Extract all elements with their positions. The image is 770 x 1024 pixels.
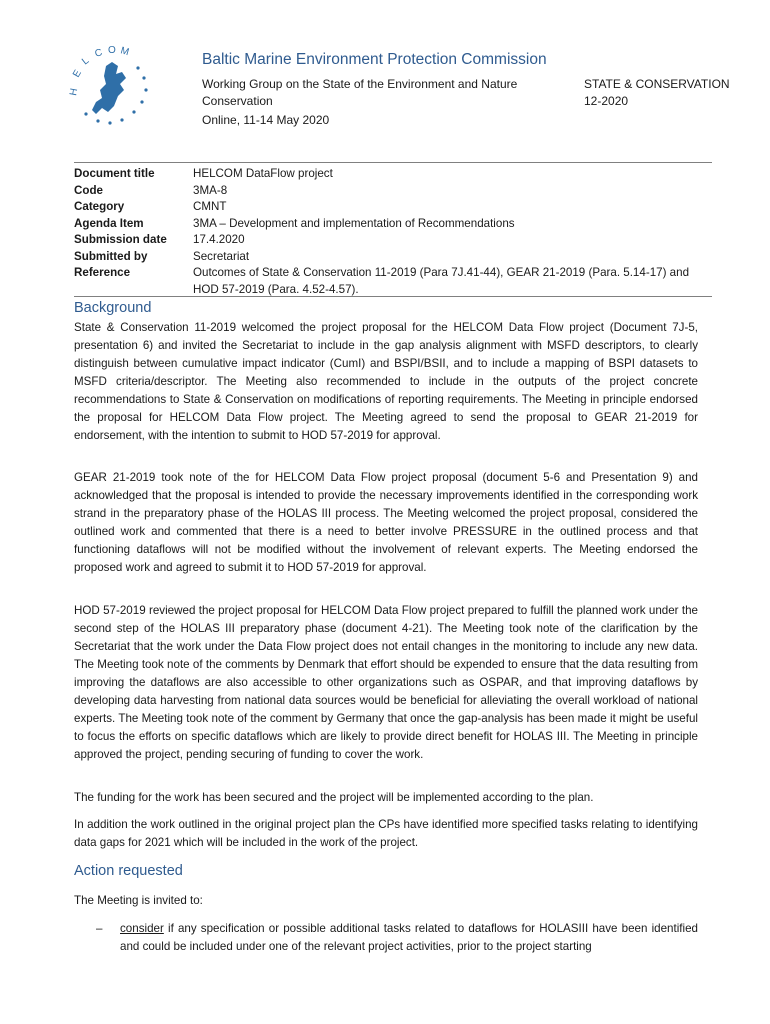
bullet-verb: consider [120, 922, 164, 935]
metadata-key: Reference [74, 266, 131, 279]
metadata-key: Category [74, 200, 125, 213]
logo-letter-e: E [71, 68, 84, 80]
baltic-sea-icon [92, 62, 126, 114]
metadata-key: Agenda Item [74, 216, 144, 230]
metadata-key: Document title [74, 167, 155, 180]
background-paragraph: In addition the work outlined in the original project plan the CPs have identified more specified tasks relating to identifying data gaps for 2021 which will be included in the work of the project. [74, 818, 698, 849]
logo-letter-l: L [80, 55, 92, 68]
logo-letter-h: H [68, 87, 81, 97]
background-paragraph: GEAR 21-2019 took note of the for HELCOM Data Flow project proposal (document 5-6 and Presentation 9) and acknowledged that the proposal is intended to provide the necessary improvements identified in the corresponding work strand in the preparatory phase of the HOLAS III process. The Meeting welcomed the project proposal, considered the outlined work and commented that there is a need to better involve PRESSURE in the outlined process and that functioning dataflows will not be modified without the involvement of relevant experts. The Meeting endorsed the proposed work and agreed to submit it to HOD 57-2019 for approval. [74, 471, 698, 574]
metadata-key: Submission date [74, 233, 167, 246]
metadata-value: CMNT [193, 200, 227, 213]
metadata-bottom-rule [74, 296, 712, 297]
logo-letter-m: M [119, 45, 131, 59]
document-metadata-table [74, 166, 714, 298]
background-paragraph: The funding for the work has been secured and the project will be implemented according to the plan. [74, 791, 594, 804]
meeting-code-line1: STATE & CONSERVATION [584, 77, 730, 91]
background-paragraph: HOD 57-2019 reviewed the project proposal for HELCOM Data Flow project prepared to fulfill the planned work under the second step of the HOLAS III preparatory phase (document 4-21). The Meeting took note of the clarification by the Secretariat that the work under the Data Flow project does not entail changes in the monitoring to include any new data. The Meeting took note of the comments by Denmark that effort should be expended to ensure that the data resulting from improving the dataflows are also accessible to other organizations such as OSPAR, and that improving dataflows by developing data harvesting from national data sources would be beneficial for alleviating the overall workload of national experts. The Meeting took note of the comment by Germany that once the gap-analysis has been made it might be useful to focus the efforts on specific dataflows which are likely to provide direct benefit for HOLAS III. The Meeting in principle approved the project, pending securing of funding to cover the work. [74, 604, 698, 761]
background-heading: Background [74, 300, 152, 316]
background-paragraph: State & Conservation 11-2019 welcomed the project proposal for the HELCOM Data Flow project (Document 7J-5, presentation 6) and invited the Secretariat to include in the gap analysis alignment with MSFD descriptors, to clearly distinguish between cumulative impact indicator (CumI) and BSPI/BSII, and to include a mapping of BSPI datasets to MSFD criteria/descriptor. The Meeting also recommended to include in the outputs of the project concrete recommendations to State & Conservation on modifications of reporting requirements. The Meeting in principle endorsed the proposal for HELCOM Data Flow project. The Meeting agreed to send the proposal to GEAR 21-2019 for endorsement, with the intention to submit to HOD 57-2019 for approval. [74, 321, 698, 442]
metadata-value: 3MA-8 [193, 183, 228, 197]
metadata-value: HELCOM DataFlow project [193, 167, 333, 180]
metadata-row [74, 166, 714, 183]
metadata-value: 3MA – Development and implementation of Recommendations [193, 216, 515, 230]
metadata-value: Secretariat [193, 249, 250, 263]
action-bullet-item [96, 920, 698, 956]
bullet-text [120, 920, 698, 956]
organization-title: Baltic Marine Environment Protection Commission [202, 51, 547, 68]
metadata-row [74, 265, 714, 298]
meeting-code [584, 76, 730, 110]
bullet-rest: if any specification or possible additional tasks related to dataflows for HOLASIII have been identified and could be included under one of the relevant project activities, prior to the project starting [120, 922, 698, 953]
metadata-row [74, 199, 714, 216]
top-rule [74, 162, 712, 163]
metadata-row [74, 183, 714, 200]
logo-letter-o: O [108, 45, 116, 56]
metadata-row [74, 216, 714, 233]
metadata-row [74, 249, 714, 266]
action-intro: The Meeting is invited to: [74, 894, 203, 907]
meeting-place-date: Online, 11-14 May 2020 [202, 113, 330, 127]
logo-letter-c: C [93, 47, 104, 60]
bullet-dash: – [96, 922, 103, 935]
meeting-code-line2: 12-2020 [584, 94, 629, 108]
metadata-row [74, 232, 714, 249]
metadata-key: Submitted by [74, 249, 148, 263]
metadata-value: Outcomes of State & Conservation 11-2019 (Para 7J.41-44), GEAR 21-2019 (Para. 5.14-17) and HOD 57-2019 (Para. 4.52-4.57). [193, 266, 690, 296]
metadata-value: 17.4.2020 [193, 233, 245, 246]
action-requested-heading: Action requested [74, 863, 183, 879]
metadata-key: Code [74, 183, 103, 197]
working-group-name: Working Group on the State of the Environment and Nature Conservation [202, 77, 518, 108]
helcom-logo [66, 44, 158, 132]
